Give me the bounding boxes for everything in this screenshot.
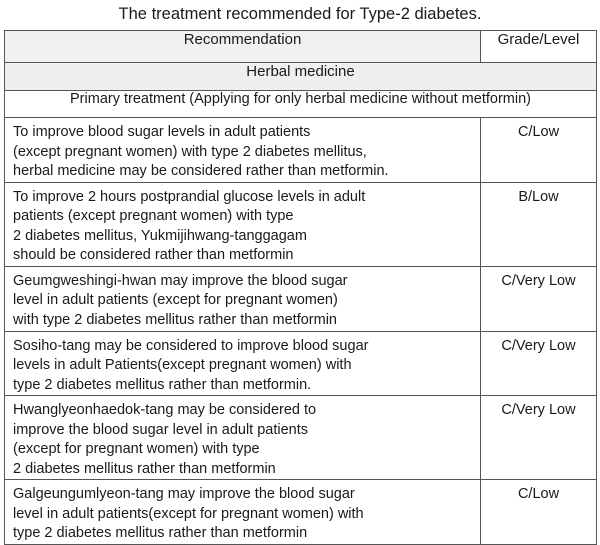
recommendation-header: Recommendation <box>5 31 481 63</box>
grade-header: Grade/Level <box>481 31 597 63</box>
recommendation-line: patients (except pregnant women) with type <box>13 208 294 224</box>
grade-cell: B/Low <box>481 182 597 266</box>
recommendation-cell <box>5 480 481 545</box>
recommendation-line: 2 diabetes mellitus rather than metformin <box>13 460 276 477</box>
recommendation-line: type 2 diabetes mellitus rather than metformin <box>13 525 308 541</box>
table-row <box>5 118 597 183</box>
grade-cell: C/Low <box>481 480 597 545</box>
subsection-row <box>5 91 597 118</box>
recommendation-line: herbal medicine may be considered rather than metformin. <box>13 163 389 179</box>
section-row <box>5 63 597 91</box>
grade-cell: C/Very Low <box>481 396 597 480</box>
recommendation-cell <box>5 118 481 183</box>
grade-cell: C/Low <box>481 118 597 183</box>
recommendation-line: level in adult patients (except for pregnant women) <box>13 292 338 308</box>
table-title: The treatment recommended for Type-2 diabetes. <box>118 5 482 23</box>
recommendation-line: 2 diabetes mellitus, Yukmijihwang-tanggagam <box>13 227 307 244</box>
recommendation-cell <box>5 266 481 331</box>
recommendation-line: Hwanglyeonhaedok-tang may be considered to <box>13 402 317 418</box>
recommendation-line: should be considered rather than metformin <box>13 247 294 263</box>
header-row <box>5 31 597 63</box>
table-row <box>5 182 597 266</box>
recommendation-line: To improve 2 hours postprandial glucose levels in adult <box>13 188 366 205</box>
table-row <box>5 480 597 545</box>
recommendation-line: with type 2 diabetes mellitus rather than metformin <box>13 311 337 328</box>
recommendation-cell <box>5 182 481 266</box>
section-title: Herbal medicine <box>5 63 597 91</box>
recommendation-line: To improve blood sugar levels in adult patients <box>13 124 311 140</box>
subsection-title: Primary treatment (Applying for only herbal medicine without metformin) <box>5 91 597 118</box>
grade-cell: C/Very Low <box>481 331 597 396</box>
table-row <box>5 266 597 331</box>
recommendation-line: Sosiho-tang may be considered to improve blood sugar <box>13 337 369 354</box>
recommendation-table <box>4 30 597 545</box>
recommendation-line: level in adult patients(except for pregnant women) with <box>13 505 364 522</box>
recommendation-cell <box>5 331 481 396</box>
recommendation-line: (except for pregnant women) with type <box>13 441 260 457</box>
recommendation-line: levels in adult Patients(except pregnant women) with <box>13 357 352 373</box>
grade-cell: C/Very Low <box>481 266 597 331</box>
recommendation-line: (except pregnant women) with type 2 diabetes mellitus, <box>13 143 367 160</box>
table-row <box>5 331 597 396</box>
table-row <box>5 396 597 480</box>
recommendation-line: improve the blood sugar level in adult patients <box>13 421 309 438</box>
recommendation-cell <box>5 396 481 480</box>
recommendation-line: Geumgweshingi-hwan may improve the blood sugar <box>13 272 348 289</box>
recommendation-line: type 2 diabetes mellitus rather than metformin. <box>13 376 312 393</box>
recommendation-line: Galgeungumlyeon-tang may improve the blood sugar <box>13 486 355 502</box>
